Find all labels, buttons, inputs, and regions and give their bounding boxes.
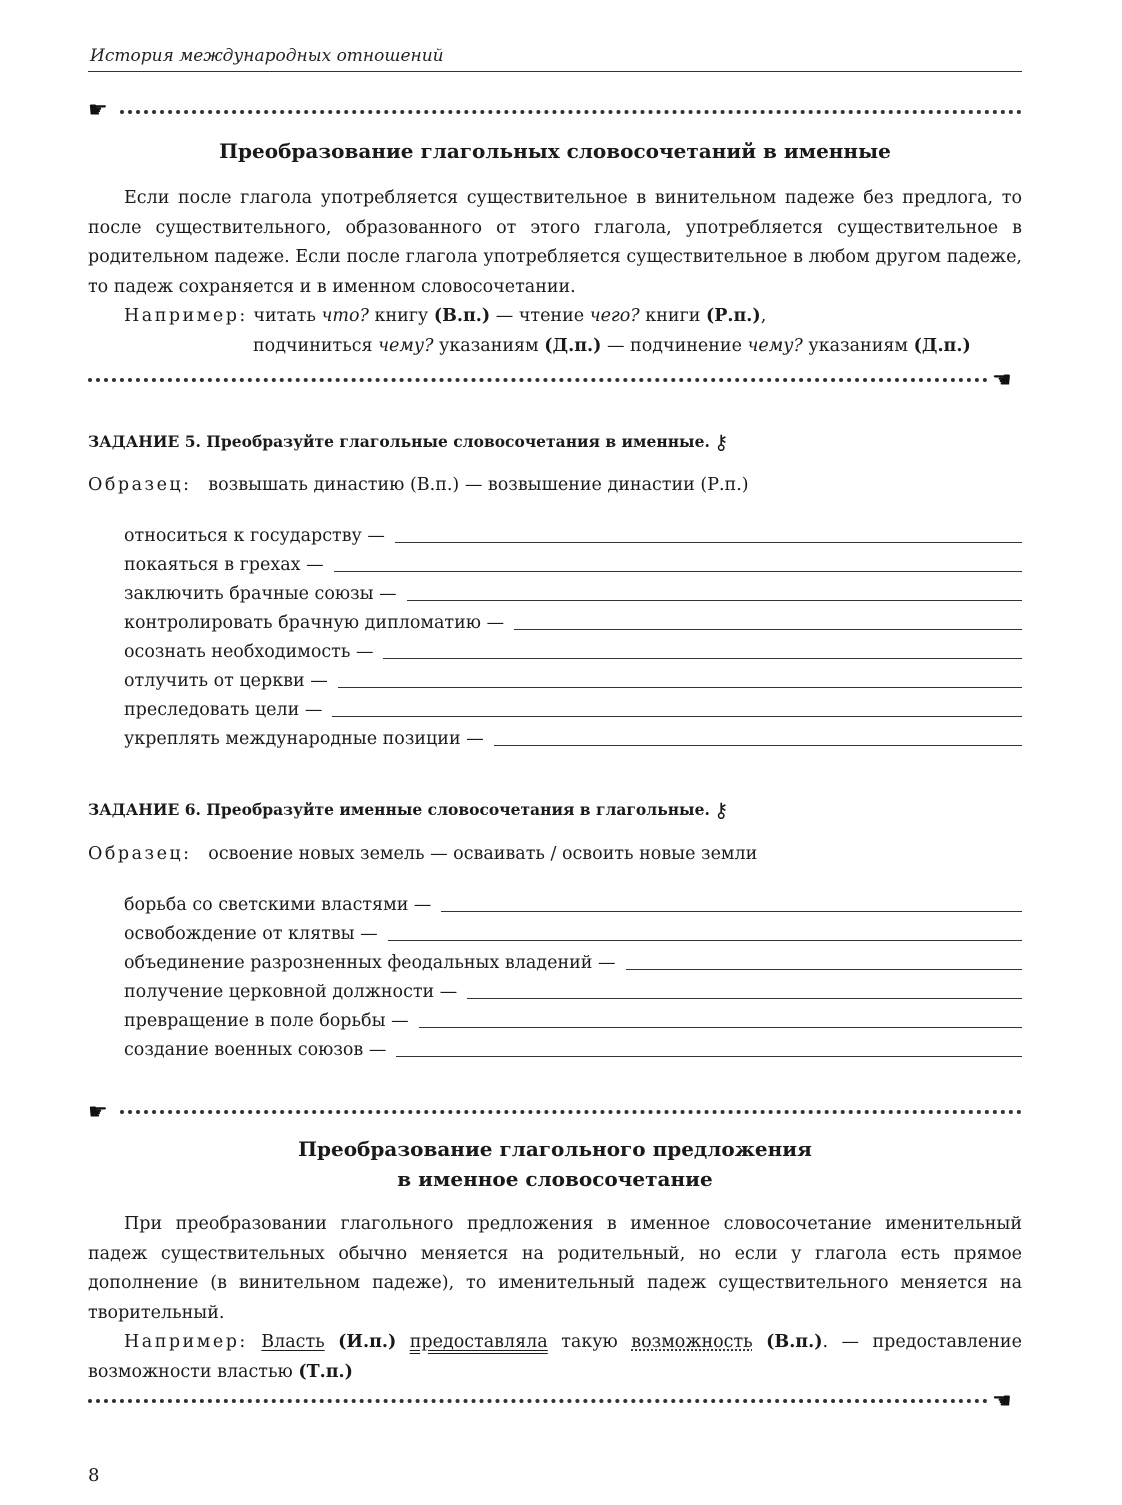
pointing-hand-icon: ☛ (992, 1389, 1012, 1414)
dotted-separator (88, 378, 988, 382)
key-icon: ⚷ (713, 798, 729, 822)
answer-blank[interactable] (338, 687, 1022, 688)
example-line: Например: Власть (И.п.) предоставляла такую возможность (В.п.). — предоставление возможности властью (Т.п.) (88, 1332, 1022, 1382)
answer-blank[interactable] (419, 1027, 1022, 1028)
exercise-row: осознать необходимость — (124, 634, 1022, 663)
rule-paragraph (88, 1210, 1022, 1387)
answer-blank[interactable] (334, 571, 1022, 572)
exercise-row: заключить брачные союзы — (124, 576, 1022, 605)
answer-blank[interactable] (395, 542, 1022, 543)
section-title: Преобразование глагольных словосочетаний в именные (219, 139, 891, 163)
answer-blank[interactable] (383, 658, 1022, 659)
answer-blank[interactable] (388, 940, 1022, 941)
answer-blank[interactable] (396, 1056, 1022, 1057)
exercise-row: относиться к государству — (124, 518, 1022, 547)
task-5-sample: Образец: возвышать династию (В.п.) — возвышение династии (Р.п.) (88, 475, 749, 495)
answer-blank[interactable] (407, 600, 1022, 601)
exercise-row: отлучить от церкви — (124, 663, 1022, 692)
pointing-hand-icon: ☛ (88, 1100, 108, 1125)
section-title: Преобразование глагольного предложения в именное словосочетание (298, 1137, 812, 1191)
exercise-row: преследовать цели — (124, 692, 1022, 721)
task-6-heading: ЗАДАНИЕ 6. Преобразуйте именные словосочетания в глагольные. ⚷ (88, 798, 729, 822)
exercise-row: покаяться в грехах — (124, 547, 1022, 576)
answer-blank[interactable] (441, 911, 1022, 912)
example-line-1: Например: читать что? книгу (В.п.) — чтение чего? книги (Р.п.), (124, 306, 767, 326)
task-5-heading: ЗАДАНИЕ 5. Преобразуйте глагольные словосочетания в именные. ⚷ (88, 430, 729, 454)
answer-blank[interactable] (494, 745, 1022, 746)
dotted-separator (120, 1110, 1022, 1114)
pointing-hand-icon: ☛ (992, 368, 1012, 393)
rule-text: Если после глагола употребляется существительное в винительном падеже без предлога, то после существительного, образованного от этого глагола, употребляется существительное в родительном падеже. Если после глагола употребляется существительное в любом другом падеже, то падеж сохраняется и в именном словосочетании. (88, 188, 1022, 297)
answer-blank[interactable] (514, 629, 1022, 630)
pointing-hand-icon: ☛ (88, 98, 108, 123)
exercise-row: контролировать брачную дипломатию — (124, 605, 1022, 634)
answer-blank[interactable] (626, 969, 1023, 970)
rule-paragraph (88, 184, 1022, 361)
exercise-row: создание военных союзов — (124, 1032, 1022, 1061)
task-6-sample: Образец: освоение новых земель — осваивать / освоить новые земли (88, 844, 758, 864)
header-rule (88, 71, 1022, 72)
exercise-row: получение церковной должности — (124, 974, 1022, 1003)
exercise-row: освобождение от клятвы — (124, 916, 1022, 945)
key-icon: ⚷ (713, 430, 729, 454)
answer-blank[interactable] (467, 998, 1022, 999)
exercise-row: объединение разрозненных феодальных владений — (124, 945, 1022, 974)
answer-blank[interactable] (332, 716, 1022, 717)
rule-text: При преобразовании глагольного предложения в именное словосочетание именительный падеж существительных обычно меняется на родительный, но если у глагола есть прямое дополнение (в винительном падеже), то именительный падеж существительного меняется на творительный. (88, 1214, 1022, 1323)
exercise-row: превращение в поле борьбы — (124, 1003, 1022, 1032)
exercise-row: борьба со светскими властями — (124, 887, 1022, 916)
page-number: 8 (88, 1465, 100, 1486)
dotted-separator (120, 110, 1022, 114)
example-line-2: подчиниться чему? указаниям (Д.п.) — подчинение чему? указаниям (Д.п.) (253, 335, 971, 356)
dotted-separator (88, 1399, 988, 1403)
exercise-row: укреплять международные позиции — (124, 721, 1022, 750)
running-header: История международных отношений (90, 46, 444, 66)
